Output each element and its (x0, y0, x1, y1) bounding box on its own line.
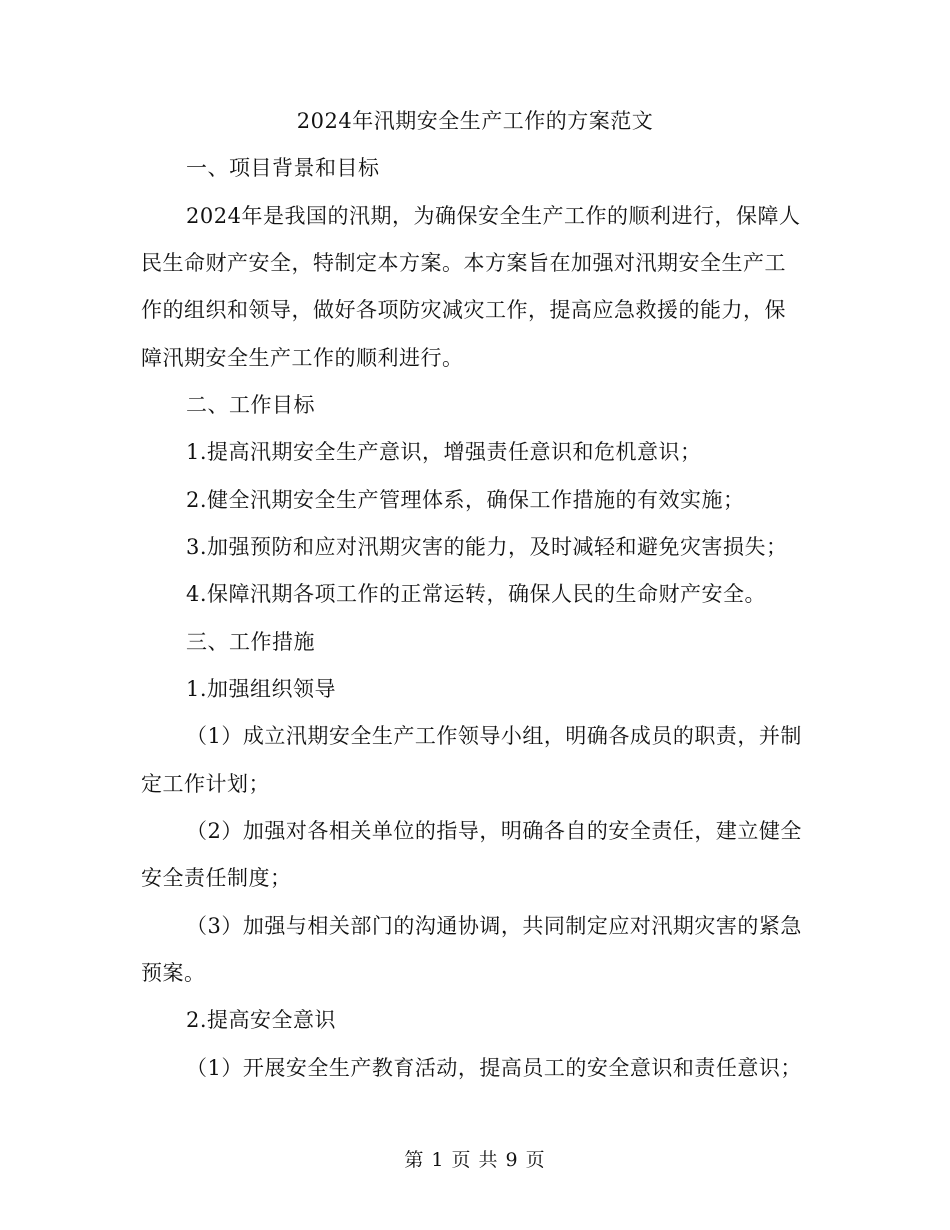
paragraph-line: （1）成立汛期安全生产工作领导小组，明确各成员的职责，并制 (186, 724, 802, 748)
paragraph-line: 预案。 (141, 961, 206, 985)
paragraph-line: 民生命财产安全，特制定本方案。本方案旨在加强对汛期安全生产工 (141, 251, 786, 275)
paragraph-line: （2）加强对各相关单位的指导，明确各自的安全责任，建立健全 (186, 819, 802, 843)
list-item: 4.保障汛期各项工作的正常运转，确保人民的生命财产安全。 (186, 582, 767, 606)
subsection-heading: 2.提高安全意识 (186, 1008, 337, 1032)
paragraph-line: 2024年是我国的汛期，为确保安全生产工作的顺利进行，保障人 (186, 204, 801, 228)
list-item: 1.提高汛期安全生产意识，增强责任意识和危机意识； (186, 440, 702, 464)
paragraph-line: 障汛期安全生产工作的顺利进行。 (141, 346, 464, 370)
paragraph-line: 安全责任制度； (141, 866, 292, 890)
paragraph-line: （1）开展安全生产教育活动，提高员工的安全意识和责任意识； (186, 1056, 802, 1080)
document-title: 2024年汛期安全生产工作的方案范文 (296, 109, 654, 133)
subsection-heading: 1.加强组织领导 (186, 677, 337, 701)
paragraph-line: （3）加强与相关部门的沟通协调，共同制定应对汛期灾害的紧急 (186, 914, 802, 938)
section-heading-measures: 三、工作措施 (186, 630, 315, 654)
section-heading-background: 一、项目背景和目标 (186, 156, 380, 180)
paragraph-line: 定工作计划； (141, 772, 270, 796)
page-number: 第 1 页 共 9 页 (404, 1149, 546, 1171)
paragraph-line: 作的组织和领导，做好各项防灾减灾工作，提高应急救援的能力，保 (141, 298, 786, 322)
list-item: 3.加强预防和应对汛期灾害的能力，及时减轻和避免灾害损失； (186, 535, 788, 559)
section-heading-goals: 二、工作目标 (186, 393, 315, 417)
list-item: 2.健全汛期安全生产管理体系，确保工作措施的有效实施； (186, 488, 745, 512)
